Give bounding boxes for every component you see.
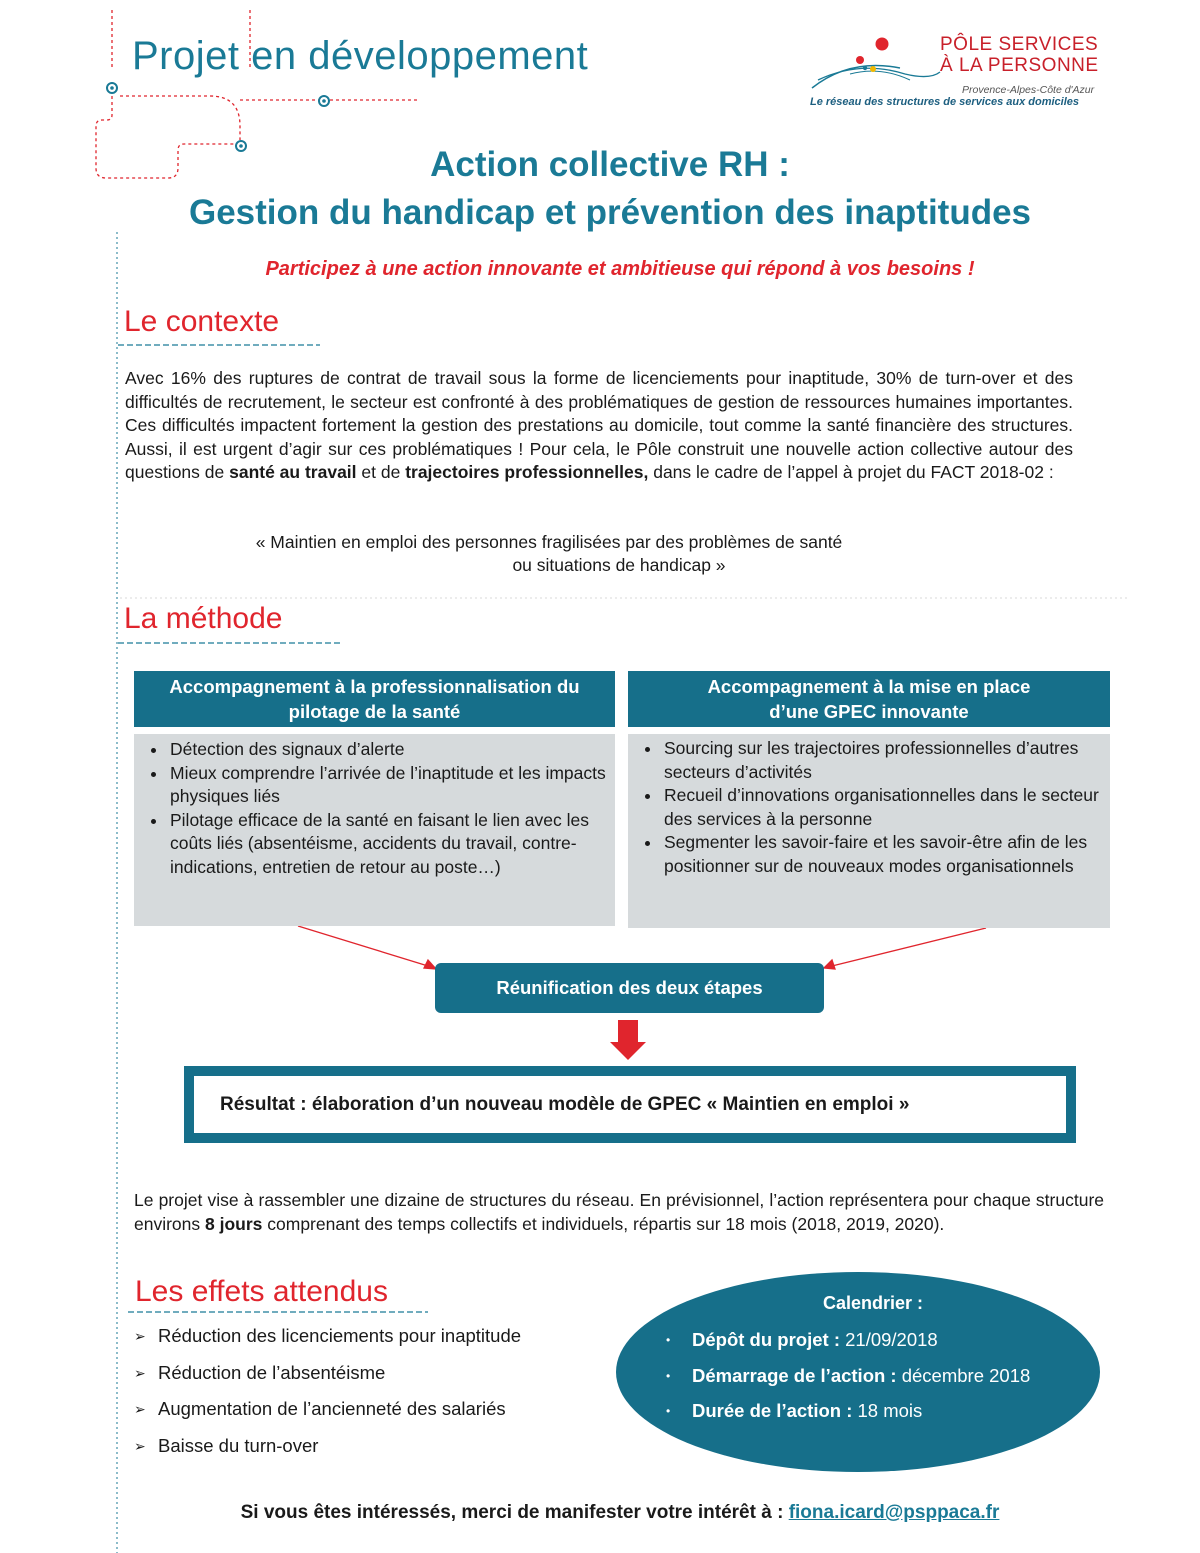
cal-label: Démarrage de l’action : <box>692 1364 897 1386</box>
effets-list <box>134 1325 614 1471</box>
list-item <box>134 1325 614 1362</box>
logo-region: Provence-Alpes-Côte d'Azur <box>962 84 1095 96</box>
cal-label: Dépôt du projet : <box>692 1329 840 1350</box>
bullet-icon: • <box>666 1404 671 1418</box>
logo-tagline: Le réseau des structures de services aux domiciles <box>810 96 1080 108</box>
list-item: • Détection des signaux d’alerte <box>168 738 615 762</box>
right-box-title: Accompagnement à la mise en place d’une GPEC innovante <box>628 671 1110 727</box>
chevron-right-icon: ➢ <box>134 1401 146 1417</box>
title-tagline: Participez à une action innovante et ambitieuse qui répond à vos besoins ! <box>265 258 975 280</box>
contexte-quote-line1: « Maintien en emploi des personnes fragilisées par des problèmes de santé <box>255 532 843 552</box>
contexte-heading: Le contexte <box>124 305 280 338</box>
main-title-line1: Action collective RH : <box>430 145 790 184</box>
list-item <box>666 1365 1086 1401</box>
footer <box>0 1502 1200 1524</box>
effet-label: Réduction des licenciements pour inaptitude <box>158 1325 522 1346</box>
list-item <box>134 1435 614 1472</box>
cal-value: 21/09/2018 <box>839 1329 938 1350</box>
contexte-text: dans le cadre de l’appel à projet du FACT 2018-02 : <box>648 462 1054 482</box>
effet-label: Baisse du turn-over <box>158 1434 319 1456</box>
logo-line2: À LA PERSONNE <box>940 55 1099 76</box>
effet-label: Augmentation de l’ancienneté des salariés <box>158 1398 506 1419</box>
contexte-text: Avec 16% des ruptures de contrat de travail sous la forme de licenciements pour inaptitude, 30% de turn-over et des difficultés de recrutement, le secteur est confronté à des problématiques de gestion de ressources humaines importantes. Ces difficultés impactent fortement la gestion des prestations au domicile, tout comme la santé financière des structures. Aussi, il est urgent d’agir sur ces problématiques ! Pour cela, le Pôle construit une nouvelle action collective autour des questions de <box>125 368 1073 482</box>
left-box-title: Accompagnement à la professionnalisation du pilotage de la santé <box>134 671 615 727</box>
left-box-list <box>134 738 615 879</box>
logo-graphic <box>812 38 940 89</box>
contact-email-link[interactable]: fiona.icard@psppaca.fr <box>788 1502 1000 1523</box>
cal-label: Durée de l’action : <box>692 1400 853 1421</box>
bullet-icon: • <box>666 1368 671 1383</box>
methode-heading: La méthode <box>124 602 283 635</box>
right-box-list <box>628 737 1110 878</box>
projet-paragraph <box>134 1189 1104 1236</box>
contexte-text: et de <box>356 462 406 482</box>
reunification-box: Réunification des deux étapes <box>435 963 824 1013</box>
chevron-right-icon: ➢ <box>134 1437 146 1454</box>
projet-text: comprenant des temps collectifs et individuels, répartis sur 18 mois (2018, 2019, 2020). <box>262 1213 945 1234</box>
list-item: • Recueil d’innovations organisationnelles dans le secteur des services à la personne <box>662 784 1110 831</box>
projet-text: Le projet vise à rassembler une dizaine de structures du réseau. En prévisionnel, l’action représentera pour chaque structure environs <box>134 1190 1104 1234</box>
logo <box>940 34 1110 77</box>
cal-value: décembre 2018 <box>896 1364 1031 1386</box>
contexte-paragraph <box>125 367 1073 485</box>
list-item <box>134 1398 614 1435</box>
effets-heading: Les effets attendus <box>135 1275 388 1308</box>
chevron-right-icon: ➢ <box>134 1328 146 1344</box>
footer-text: Si vous êtes intéressés, merci de manifester votre intérêt à : <box>240 1502 789 1523</box>
left-box-body <box>134 734 615 926</box>
contexte-quote-line2: ou situations de handicap » <box>512 555 726 575</box>
cal-value: 18 mois <box>852 1400 923 1421</box>
logo-line1: PÔLE SERVICES <box>940 34 1099 55</box>
list-item <box>666 1329 1086 1365</box>
list-item: • Mieux comprendre l’arrivée de l’inaptitude et les impacts physiques liés <box>168 762 615 809</box>
main-title-line2: Gestion du handicap et prévention des inaptitudes <box>188 193 1032 232</box>
list-item: • Segmenter les savoir-faire et les savoir-être afin de les positionner sur de nouveaux modes organisationnels <box>662 831 1110 878</box>
contexte-bold-sante: santé au travail <box>229 462 357 482</box>
list-item: • Sourcing sur les trajectoires professionnelles d’autres secteurs d’activités <box>662 737 1110 784</box>
resultat-box <box>184 1066 1076 1143</box>
bullet-icon: • <box>666 1333 671 1347</box>
calendrier-title: Calendrier : <box>822 1293 924 1313</box>
effet-label: Réduction de l’absentéisme <box>158 1361 386 1383</box>
list-item: • Pilotage efficace de la santé en faisant le lien avec les coûts liés (absentéisme, accidents du travail, contre-indications, entretien de retour au poste…) <box>168 809 615 880</box>
resultat-text: Résultat : élaboration d’un nouveau modèle de GPEC « Maintien en emploi » <box>194 1076 1066 1133</box>
projet-bold-jours: 8 jours <box>205 1213 263 1234</box>
down-arrow <box>610 1020 646 1060</box>
calendrier-list <box>666 1329 1086 1436</box>
right-box-body <box>628 734 1110 928</box>
contexte-bold-trajectoires: trajectoires professionnelles, <box>405 462 649 482</box>
list-item <box>134 1362 614 1399</box>
header-title: Projet en développement <box>132 34 589 78</box>
list-item <box>666 1400 1086 1436</box>
chevron-right-icon: ➢ <box>134 1364 146 1381</box>
